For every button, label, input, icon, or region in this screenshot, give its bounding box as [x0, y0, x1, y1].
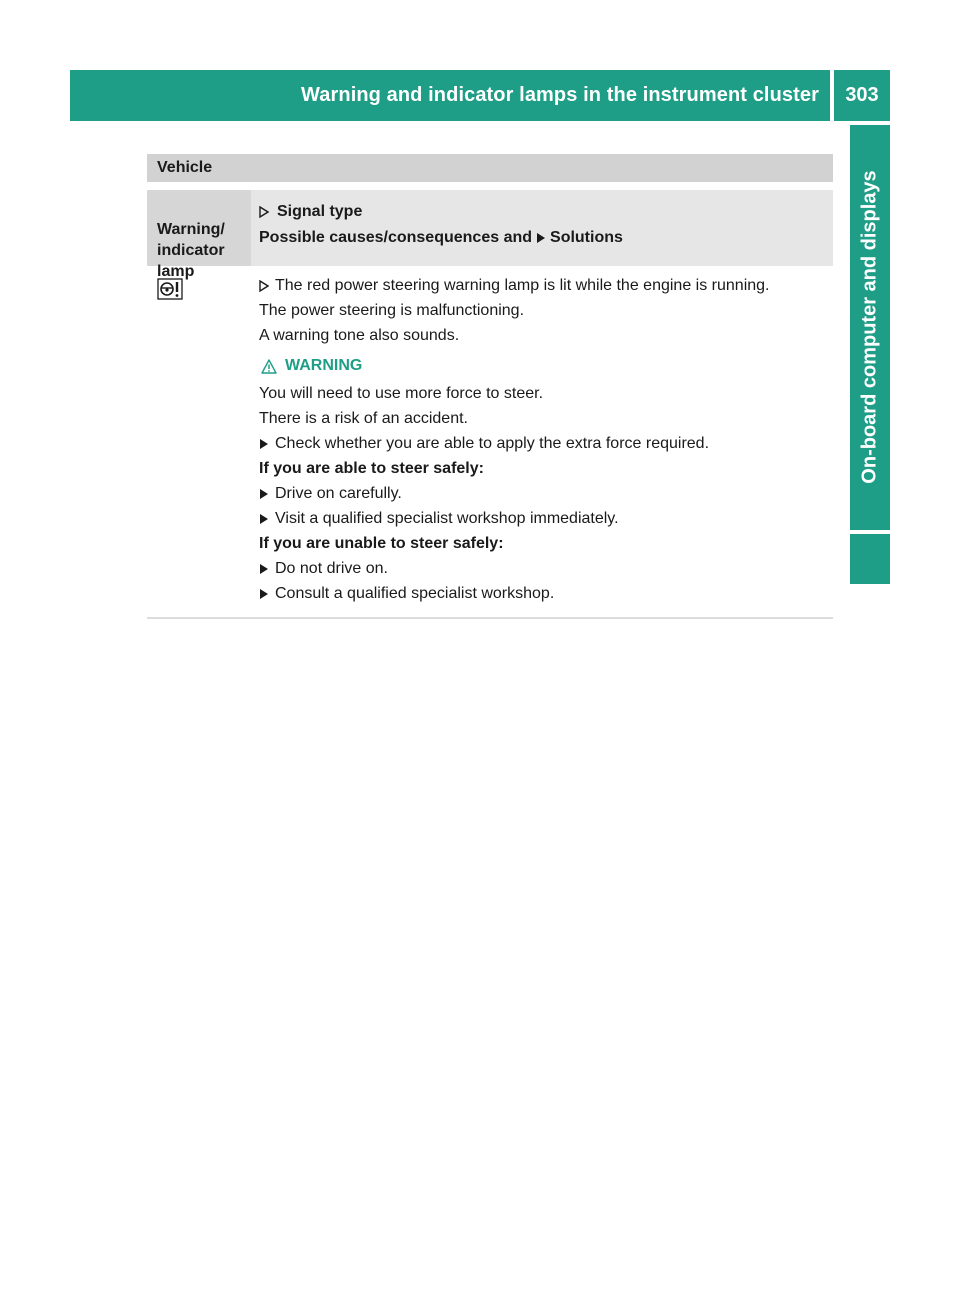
power-steering-warning-icon [157, 278, 183, 300]
signal-outline-triangle-icon [259, 206, 269, 218]
description-cell [251, 276, 833, 609]
page-number-text: 303 [845, 84, 879, 106]
action-triangle-icon [259, 438, 269, 450]
warning-heading [259, 356, 833, 376]
table-row [147, 266, 833, 619]
signal-type-label: Signal type [277, 203, 363, 220]
header-title-text: Warning and indicator lamps in the instrument cluster [301, 84, 819, 106]
warning-text-1: You will need to use more force to steer. [259, 385, 544, 402]
unable-step [259, 559, 833, 579]
action-triangle-icon [259, 563, 269, 575]
col1-header-text: Warning/ indicator lamp [157, 221, 225, 280]
able-step [259, 484, 833, 504]
able-heading-text: If you are able to steer safely: [259, 460, 484, 477]
signal-text: The red power steering warning lamp is lit while the engine is running. [275, 277, 770, 294]
warning-text-line [259, 384, 833, 404]
side-tab-label: On-board computer and displays [858, 170, 881, 484]
warning-lamp-table [147, 154, 833, 619]
step-check-text: Check whether you are able to apply the extra force required. [275, 435, 710, 452]
cause-text: The power steering is malfunctioning. [259, 302, 525, 319]
page-header-title [70, 70, 830, 121]
action-triangle-icon [259, 588, 269, 600]
solution-filled-triangle-icon [536, 232, 546, 244]
table-header-row [147, 190, 833, 280]
warning-label: WARNING [285, 357, 363, 374]
unable-step-2-text: Consult a qualified specialist workshop. [275, 585, 555, 602]
section-title [147, 154, 833, 182]
able-step-1-text: Drive on carefully. [275, 485, 402, 502]
causes-label: Possible causes/consequences and [259, 229, 533, 246]
tone-line [259, 326, 833, 346]
able-heading [259, 459, 833, 479]
tone-text: A warning tone also sounds. [259, 327, 460, 344]
causes-solutions-header [259, 225, 833, 251]
unable-heading [259, 534, 833, 554]
able-step-2-text: Visit a qualified specialist workshop immediately. [275, 510, 619, 527]
warning-text-2: There is a risk of an accident. [259, 410, 468, 427]
unable-heading-text: If you are unable to steer safely: [259, 535, 504, 552]
warning-text-line [259, 409, 833, 429]
page-number [834, 70, 890, 121]
col1-header [147, 190, 251, 280]
section-title-text: Vehicle [157, 159, 213, 176]
signal-outline-triangle-icon [259, 280, 269, 292]
action-triangle-icon [259, 488, 269, 500]
solutions-label: Solutions [550, 229, 623, 246]
unable-step-1-text: Do not drive on. [275, 560, 388, 577]
side-tab-marker [850, 534, 890, 584]
able-step [259, 509, 833, 529]
lamp-cell [147, 276, 251, 609]
cause-line [259, 301, 833, 321]
warning-triangle-icon [261, 359, 277, 374]
action-triangle-icon [259, 513, 269, 525]
signal-line [259, 276, 833, 296]
unable-step [259, 584, 833, 604]
step-check [259, 434, 833, 454]
signal-type-header [259, 199, 833, 225]
col2-header [251, 190, 833, 266]
